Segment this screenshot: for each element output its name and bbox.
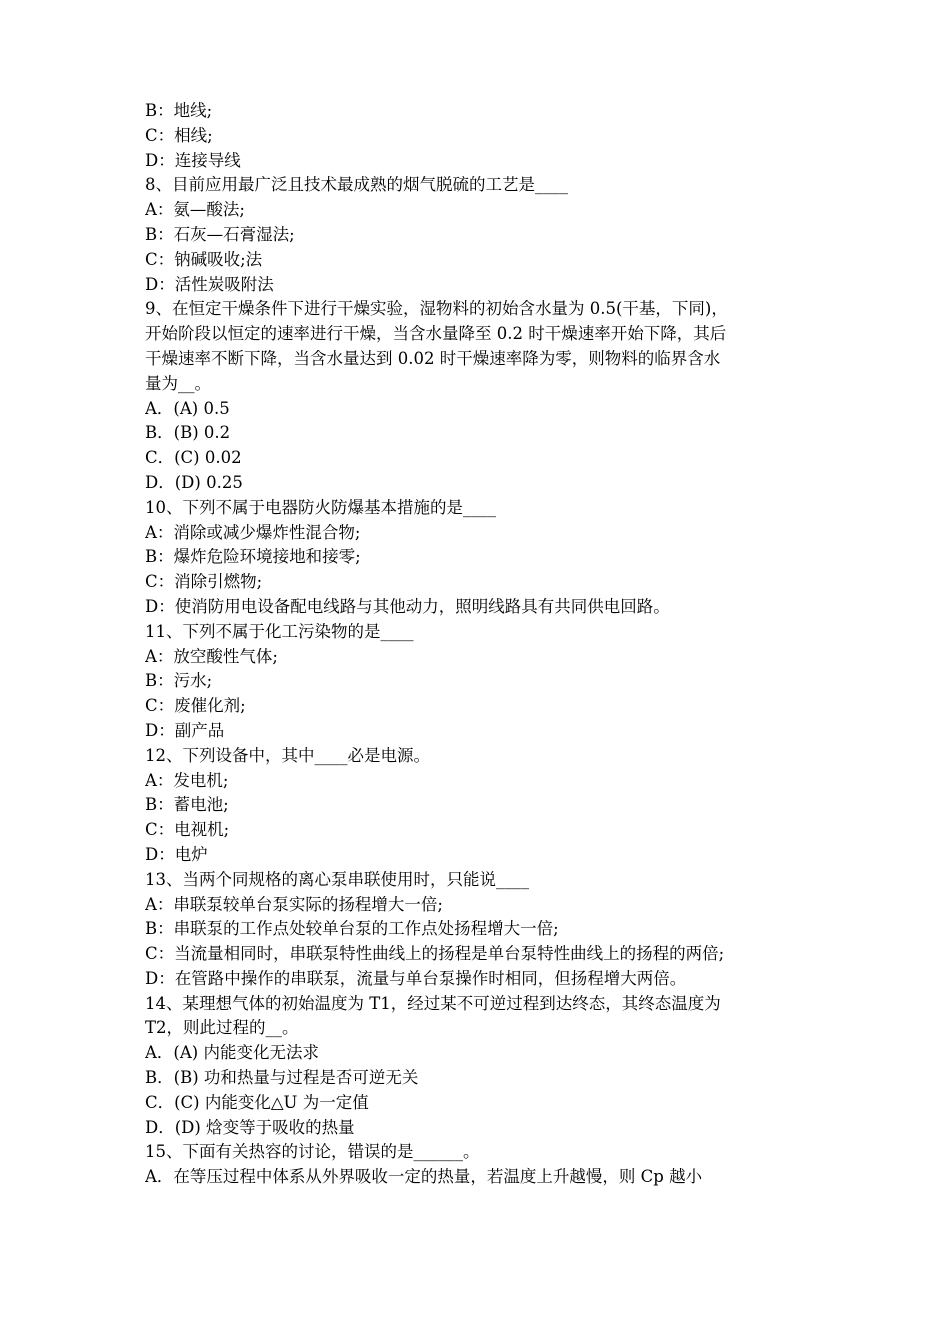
question-line: 15、下面有关热容的讨论，错误的是______。 (145, 1142, 480, 1162)
question-line: T2，则此过程的__。 (145, 1018, 299, 1038)
option-line: A．(A) 内能变化无法求 (145, 1043, 319, 1063)
option-line: D．(D) 焓变等于吸收的热量 (145, 1117, 355, 1137)
question-line: 8、目前应用最广泛且技术最成熟的烟气脱硫的工艺是____ (145, 175, 568, 195)
option-line: B：石灰—石膏湿法; (145, 224, 295, 244)
option-line: C：当流量相同时，串联泵特性曲线上的扬程是单台泵特性曲线上的扬程的两倍; (145, 944, 725, 964)
option-line: B：蓄电池; (145, 795, 229, 815)
question-line: 13、当两个同规格的离心泵串联使用时，只能说____ (145, 869, 529, 889)
option-line: A：串联泵较单台泵实际的扬程增大一倍; (145, 894, 443, 914)
option-line: C：消除引燃物; (145, 572, 263, 592)
option-line: D：使消防用电设备配电线路与其他动力，照明线路具有共同供电回路。 (145, 596, 670, 616)
question-line: 9、在恒定干燥条件下进行干燥实验，湿物料的初始含水量为 0.5(干基，下同)， (145, 299, 728, 319)
option-line: B．(B) 功和热量与过程是否可逆无关 (145, 1068, 419, 1088)
question-line: 11、下列不属于化工污染物的是____ (145, 621, 414, 641)
option-line: A：放空酸性气体; (145, 646, 278, 666)
question-line: 量为__。 (145, 373, 211, 393)
question-line: 干燥速率不断下降，当含水量达到 0.02 时干燥速率降为零，则物料的临界含水 (145, 348, 721, 368)
question-line: 14、某理想气体的初始温度为 T1，经过某不可逆过程到达终态，其终态温度为 (145, 993, 721, 1013)
option-line: C：钠碱吸收;法 (145, 249, 263, 269)
option-line: D：活性炭吸附法 (145, 274, 274, 294)
option-line: B：串联泵的工作点处较单台泵的工作点处扬程增大一倍; (145, 919, 559, 939)
question-line: 12、下列设备中，其中____必是电源。 (145, 745, 430, 765)
option-line: A：发电机; (145, 770, 229, 790)
question-line: 10、下列不属于电器防火防爆基本措施的是____ (145, 497, 496, 517)
option-line: D：副产品 (145, 720, 225, 740)
option-line: D．(D) 0.25 (145, 472, 243, 492)
text-line: C：相线; (145, 125, 213, 145)
option-line: A．在等压过程中体系从外界吸收一定的热量，若温度上升越慢，则 Cp 越小 (145, 1167, 703, 1187)
question-line: 开始阶段以恒定的速率进行干燥，当含水量降至 0.2 时干燥速率开始下降，其后 (145, 324, 727, 344)
text-line: B：地线; (145, 101, 213, 120)
document-page (145, 99, 810, 1190)
option-line: C：废催化剂; (145, 696, 246, 716)
text-line: D：连接导线 (145, 150, 241, 170)
option-line: B：爆炸危险环境接地和接零; (145, 547, 361, 567)
option-line: D：在管路中操作的串联泵，流量与单台泵操作时相同，但扬程增大两倍。 (145, 968, 687, 988)
option-line: C．(C) 0.02 (145, 448, 242, 468)
option-line: A．(A) 0.5 (145, 398, 230, 418)
option-line: B．(B) 0.2 (145, 423, 231, 443)
option-line: A：氨—酸法; (145, 200, 245, 220)
option-line: C．(C) 内能变化△U 为一定值 (145, 1092, 369, 1112)
option-line: D：电炉 (145, 844, 208, 864)
option-line: C：电视机; (145, 820, 230, 840)
option-line: B：污水; (145, 671, 213, 691)
option-line: A：消除或减少爆炸性混合物; (145, 522, 361, 542)
